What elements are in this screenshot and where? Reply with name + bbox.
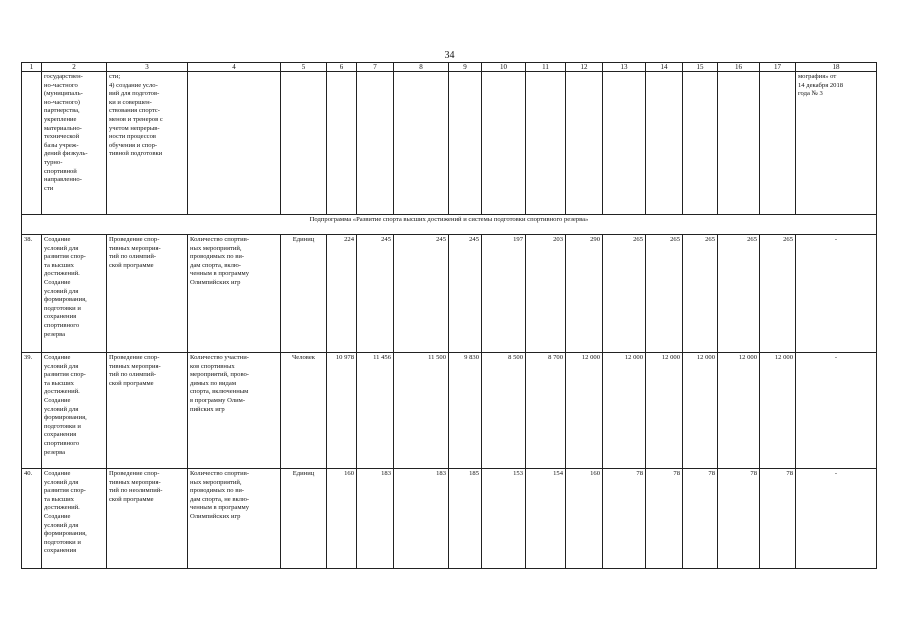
value-cell: 183 — [357, 469, 394, 569]
table-row — [22, 353, 877, 469]
subprogram-row — [22, 215, 877, 235]
indicator-text: Количество спортив- ных мероприятий, проводимых по ви- дам спорта, не вклю- ченным в программу Олимпийских игр — [190, 470, 250, 520]
column-number: 7 — [357, 63, 394, 72]
value-cell: 12 000 — [566, 353, 603, 469]
value-cell: 78 — [646, 469, 683, 569]
value-cell: 197 — [482, 235, 526, 353]
column-number: 17 — [760, 63, 796, 72]
column-number: 4 — [188, 63, 281, 72]
value-cell: 245 — [449, 235, 482, 353]
column-number: 8 — [394, 63, 449, 72]
table-row — [22, 469, 877, 569]
column-number: 13 — [603, 63, 646, 72]
column-number: 14 — [646, 63, 683, 72]
column-number: 15 — [683, 63, 718, 72]
value-cell: 265 — [718, 235, 760, 353]
value-cell: 10 978 — [327, 353, 357, 469]
goal-text: Создание условий для развития спор- та высших достижений. Создание условий для формирования, подготовки и сохранения — [44, 470, 87, 555]
value-cell: 203 — [526, 235, 566, 353]
column-number: 16 — [718, 63, 760, 72]
task-text: Проведение спор- тивных мероприя- тий по олимпий- ской программе — [109, 236, 161, 269]
value-cell: 9 830 — [449, 353, 482, 469]
task-cell — [107, 469, 188, 569]
task-text: Проведение спор- тивных мероприя- тий по олимпий- ской программе — [109, 354, 161, 387]
value-cell: 11 500 — [394, 353, 449, 469]
column-number: 11 — [526, 63, 566, 72]
value-cell: 265 — [760, 235, 796, 353]
indicators-table — [21, 62, 877, 569]
value-cell: 12 000 — [603, 353, 646, 469]
continuation-note-cell — [796, 72, 877, 215]
value-cell: 290 — [566, 235, 603, 353]
continuation-task-text: сти; 4) создание усло- вий для подготов- ки и совершен- ствования спортс- менов и тренеров с учетом непрерыв- ности процессов обучения и спор- тивной подготовки — [109, 73, 163, 158]
continuation-row — [22, 72, 877, 215]
column-number: 5 — [281, 63, 327, 72]
note-cell: - — [796, 353, 877, 469]
indicator-text: Количество спортив- ных мероприятий, проводимых по ви- дам спорта, вклю- ченным в программу Олимпийских игр — [190, 236, 250, 286]
indicator-text: Количество участни- ков спортивных мероприятий, прово- димых по видам спорта, включенным в программу Олим- пийских игр — [190, 354, 249, 413]
indicator-cell — [188, 353, 281, 469]
value-cell: 224 — [327, 235, 357, 353]
task-text: Проведение спор- тивных мероприя- тий по неолимпий- ской программе — [109, 470, 163, 503]
value-cell: 265 — [683, 235, 718, 353]
goal-text: Создание условий для развития спор- та высших достижений. Создание условий для формирования, подготовки и сохранения спортивного резерва — [44, 236, 87, 338]
value-cell: 245 — [357, 235, 394, 353]
column-number: 18 — [796, 63, 877, 72]
continuation-task-cell — [107, 72, 188, 215]
goal-cell — [42, 235, 107, 353]
column-number-row — [22, 63, 877, 72]
continuation-goal-cell — [42, 72, 107, 215]
value-cell: 245 — [394, 235, 449, 353]
value-cell: 78 — [718, 469, 760, 569]
value-cell: 12 000 — [683, 353, 718, 469]
unit-cell: Человек — [281, 353, 327, 469]
column-number: 9 — [449, 63, 482, 72]
column-number: 12 — [566, 63, 603, 72]
goal-text: Создание условий для развития спор- та высших достижений. Создание условий для формирования, подготовки и сохранения спортивного резерва — [44, 354, 87, 456]
value-cell: 12 000 — [760, 353, 796, 469]
value-cell: 12 000 — [718, 353, 760, 469]
value-cell: 160 — [566, 469, 603, 569]
value-cell: 78 — [760, 469, 796, 569]
unit-cell: Единиц — [281, 469, 327, 569]
column-number: 2 — [42, 63, 107, 72]
indicator-cell — [188, 469, 281, 569]
column-number: 1 — [22, 63, 42, 72]
value-cell: 185 — [449, 469, 482, 569]
goal-cell — [42, 353, 107, 469]
continuation-goal-text: государствен- но-частного (муниципаль- но-частного) партнерства, укрепление материально- технической базы учреж- дений физкуль- турно- спортивной направленно- сти — [44, 73, 88, 192]
value-cell: 183 — [394, 469, 449, 569]
value-cell: 265 — [603, 235, 646, 353]
note-cell: - — [796, 469, 877, 569]
note-cell: - — [796, 235, 877, 353]
column-number: 3 — [107, 63, 188, 72]
indicator-cell — [188, 235, 281, 353]
task-cell — [107, 353, 188, 469]
value-cell: 78 — [603, 469, 646, 569]
page-number: 34 — [444, 50, 455, 61]
unit-cell: Единиц — [281, 235, 327, 353]
value-cell: 160 — [327, 469, 357, 569]
row-number: 39. — [22, 353, 42, 469]
task-cell — [107, 235, 188, 353]
column-number: 10 — [482, 63, 526, 72]
continuation-note-text: мография» от 14 декабря 2018 года № 3 — [798, 73, 844, 98]
value-cell: 78 — [683, 469, 718, 569]
row-number: 40. — [22, 469, 42, 569]
column-number: 6 — [327, 63, 357, 72]
value-cell: 8 500 — [482, 353, 526, 469]
value-cell: 11 456 — [357, 353, 394, 469]
value-cell: 153 — [482, 469, 526, 569]
value-cell: 8 700 — [526, 353, 566, 469]
value-cell: 154 — [526, 469, 566, 569]
subprogram-title: Подпрограмма «Развитие спорта высших достижений и системы подготовки спортивного резерва» — [22, 215, 877, 235]
table-row — [22, 235, 877, 353]
row-number: 38. — [22, 235, 42, 353]
goal-cell — [42, 469, 107, 569]
value-cell: 265 — [646, 235, 683, 353]
value-cell: 12 000 — [646, 353, 683, 469]
